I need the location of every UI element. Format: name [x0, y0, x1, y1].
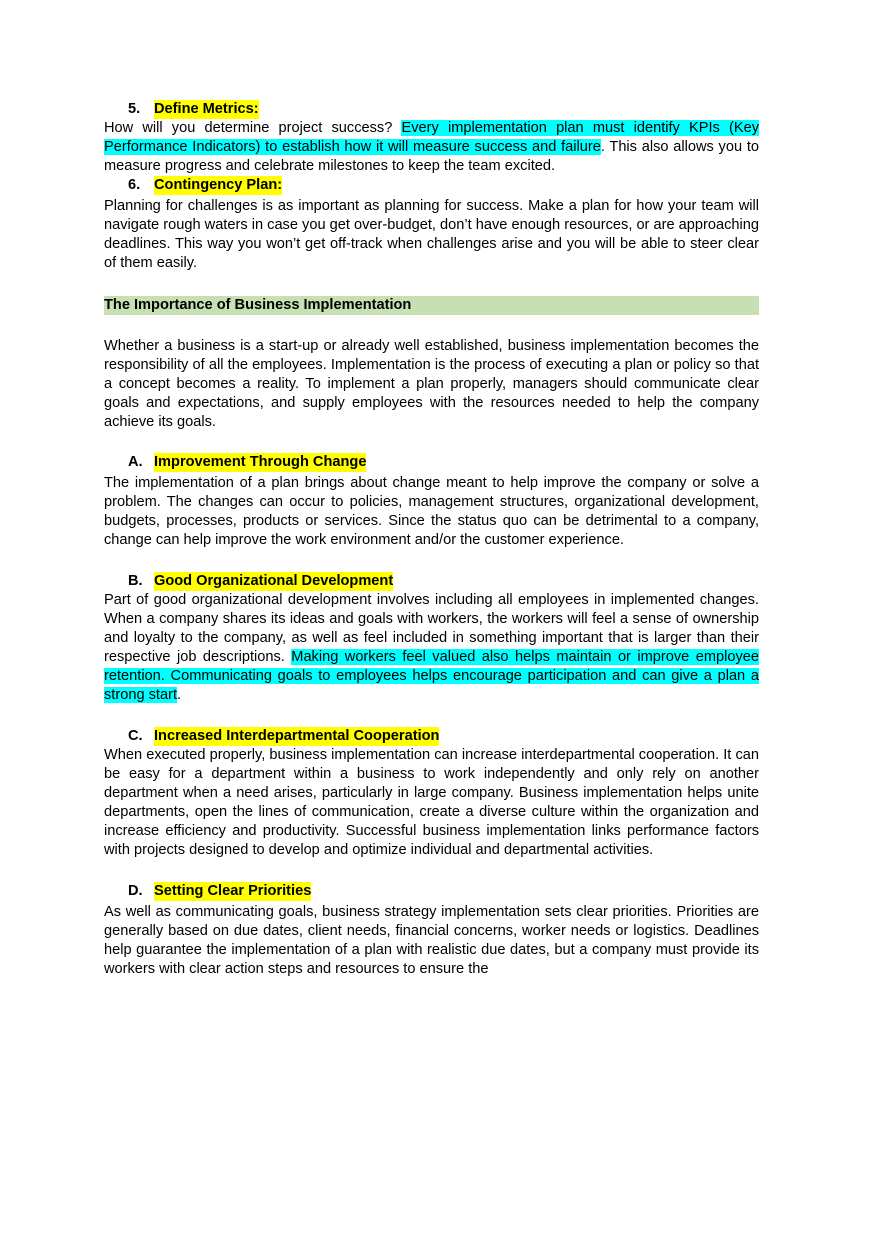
- item-5-text-after: . This also allows you to measure progress and celebrate milestones to keep the team excited.: [104, 139, 759, 174]
- item-5-text-highlight: Every implementation plan must identify KPIs (Key Performance Indicators) to establish how it will measure success and failure: [104, 120, 759, 155]
- item-b-letter: B.: [128, 573, 143, 589]
- item-5-number: 5.: [128, 101, 141, 117]
- item-b-heading: [128, 572, 759, 591]
- item-5-paragraph: [104, 119, 759, 176]
- item-a-title: Improvement Through Change: [154, 454, 367, 470]
- item-a-letter: A.: [128, 454, 143, 470]
- item-b-text-highlight: Making workers feel valued also helps maintain or improve employee retention. Communicating goals to employees helps encourage participation and can give a plan a strong start: [104, 649, 760, 703]
- item-c-letter: C.: [128, 728, 143, 744]
- item-6-paragraph: Planning for challenges is as important as planning for success. Make a plan for how your team will navigate rough waters in case you get over-budget, don’t have enough resources, or are approaching deadlines. This way you won’t get off-track when challenges arise and you will be able to steer clear of them easily.: [104, 198, 759, 271]
- spacer: [104, 315, 759, 337]
- item-d-letter: D.: [128, 883, 143, 899]
- spacer: [104, 550, 759, 572]
- item-b-text-before: Part of good organizational development involves including all employees in implemented changes. When a company shares its ideas and goals with workers, the workers will feel a sense of ownership and loyalty to the company, as well as feel included in something important that is larger than their respective job descriptions.: [104, 592, 759, 665]
- section-title: The Importance of Business Implementation: [104, 296, 759, 315]
- section-intro: Whether a business is a start-up or already well established, business implementation becomes the responsibility of all the employees. Implementation is the process of executing a plan or policy so that a concept becomes a reality. To implement a plan properly, managers should communicate clear goals and expectations, and supply employees with the resources needed to help the company achieve its goals.: [104, 338, 759, 430]
- item-5-title: Define Metrics:: [154, 101, 259, 117]
- item-b-text-after: .: [177, 687, 182, 703]
- spacer: [104, 705, 759, 727]
- item-6-heading: [128, 176, 759, 195]
- item-6-number: 6.: [128, 177, 141, 193]
- item-a-paragraph: The implementation of a plan brings about change meant to help improve the company or solve a problem. The changes can occur to policies, management structures, organizational development, budgets, processes, products or services. Since the status quo can be detrimental to a company, change can help improve the work environment and/or the customer experience.: [104, 475, 759, 548]
- item-6-title: Contingency Plan:: [154, 177, 283, 193]
- item-c-heading: [128, 727, 759, 746]
- item-b-paragraph: [104, 591, 759, 705]
- item-5-heading: [128, 100, 759, 119]
- item-d-heading: [128, 882, 759, 901]
- item-d-title: Setting Clear Priorities: [154, 883, 312, 899]
- item-5-text-before: How will you determine project success?: [104, 120, 402, 136]
- item-c-title: Increased Interdepartmental Cooperation: [154, 728, 440, 744]
- spacer: [104, 860, 759, 882]
- item-c-paragraph: When executed properly, business implementation can increase interdepartmental cooperation. It can be easy for a department within a business to work independently and only rely on another department when a need arises, particularly in large company. Business implementation helps unite departments, open the lines of communication, create a diverse culture within the organization and increase efficiency and productivity. Successful business implementation links performance factors with projects designed to develop and optimize individual and departmental activities.: [104, 747, 759, 858]
- document-page: [104, 100, 759, 979]
- item-b-title: Good Organizational Development: [154, 573, 394, 589]
- spacer: [104, 432, 759, 453]
- spacer: [104, 273, 759, 296]
- item-a-heading: [128, 453, 759, 472]
- item-d-paragraph: As well as communicating goals, business strategy implementation sets clear priorities. Priorities are generally based on due dates, client needs, financial concerns, worker needs or logistics. Deadlines help guarantee the implementation of a plan with realistic due dates, but a company must provide its workers with clear action steps and resources to ensure the: [104, 904, 759, 977]
